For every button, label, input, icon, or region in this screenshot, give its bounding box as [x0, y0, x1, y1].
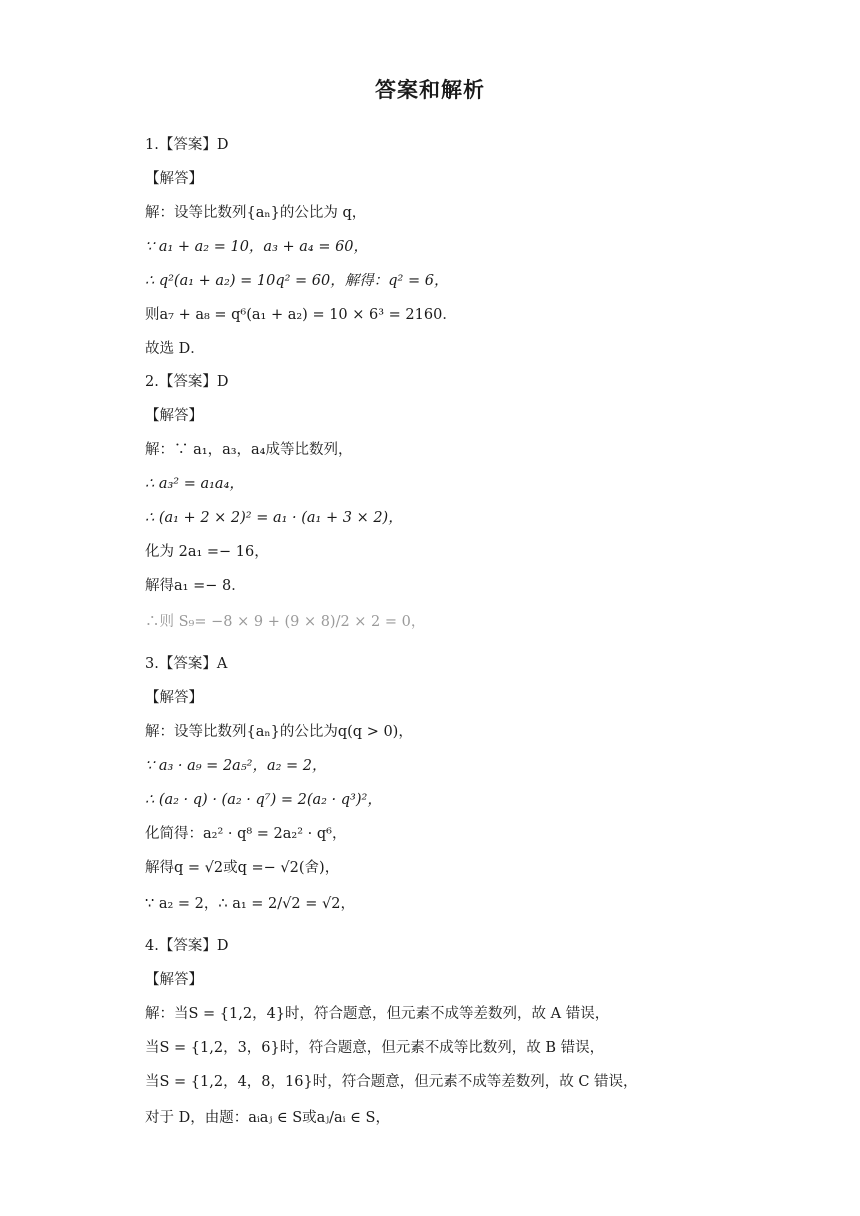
solution-line: 解：∵ a₁，a₃，a₄成等比数列，	[145, 442, 353, 458]
solution-line: 对于 D，由题：aᵢaⱼ ∈ S或aⱼ/aᵢ ∈ S，	[145, 1110, 390, 1126]
solution-line: ∴ (a₂ · q) · (a₂ · q⁷) = 2(a₂ · q³)²，	[145, 792, 382, 808]
solution-line: ∵ a₁ + a₂ = 10，a₃ + a₄ = 60，	[145, 239, 369, 255]
answer-line: 4.【答案】D	[145, 938, 229, 954]
solution-line-formula-image: ∴则 S₉= −8 × 9 + (9 × 8)/2 × 2 = 0，	[145, 614, 426, 630]
solution-heading: 【解答】	[145, 171, 203, 187]
solution-line: 解：设等比数列{aₙ}的公比为q(q > 0)，	[145, 724, 413, 740]
solution-line: ∴ q²(a₁ + a₂) = 10q² = 60，解得：q² = 6，	[145, 273, 449, 289]
page-title: 答案和解析	[375, 78, 485, 102]
solution-line: ∵ a₃ · a₉ = 2a₅²，a₂ = 2，	[145, 758, 327, 774]
solution-line: 故选 D．	[145, 341, 205, 357]
solution-line: ∵ a₂ = 2，∴ a₁ = 2/√2 = √2，	[145, 896, 355, 912]
answer-line: 2.【答案】D	[145, 374, 229, 390]
solution-line: 解：当S = {1,2，4}时，符合题意，但元素不成等差数列，故 A 错误，	[145, 1006, 610, 1022]
solution-line: 解得a₁ =− 8．	[145, 578, 246, 594]
answer-line: 3.【答案】A	[145, 656, 228, 672]
solution-line: 解：设等比数列{aₙ}的公比为 q，	[145, 205, 367, 221]
solution-line: ∴ a₃² = a₁a₄，	[145, 476, 244, 492]
solution-line: 化简得：a₂² · q⁸ = 2a₂² · q⁶，	[145, 826, 347, 842]
solution-line: 当S = {1,2，4，8，16}时，符合题意，但元素不成等差数列，故 C 错误，	[145, 1074, 638, 1090]
solution-line: 化为 2a₁ =− 16，	[145, 544, 269, 560]
solution-heading: 【解答】	[145, 408, 203, 424]
solution-line: 当S = {1,2，3，6}时，符合题意，但元素不成等比数列，故 B 错误，	[145, 1040, 605, 1056]
solution-heading: 【解答】	[145, 690, 203, 706]
solution-heading: 【解答】	[145, 972, 203, 988]
answer-line: 1.【答案】D	[145, 137, 229, 153]
solution-line: ∴ (a₁ + 2 × 2)² = a₁ · (a₁ + 3 × 2)，	[145, 510, 403, 526]
solution-line: 则a₇ + a₈ = q⁶(a₁ + a₂) = 10 × 6³ = 2160．	[145, 307, 457, 323]
solution-line: 解得q = √2或q =− √2(舍)，	[145, 860, 340, 876]
